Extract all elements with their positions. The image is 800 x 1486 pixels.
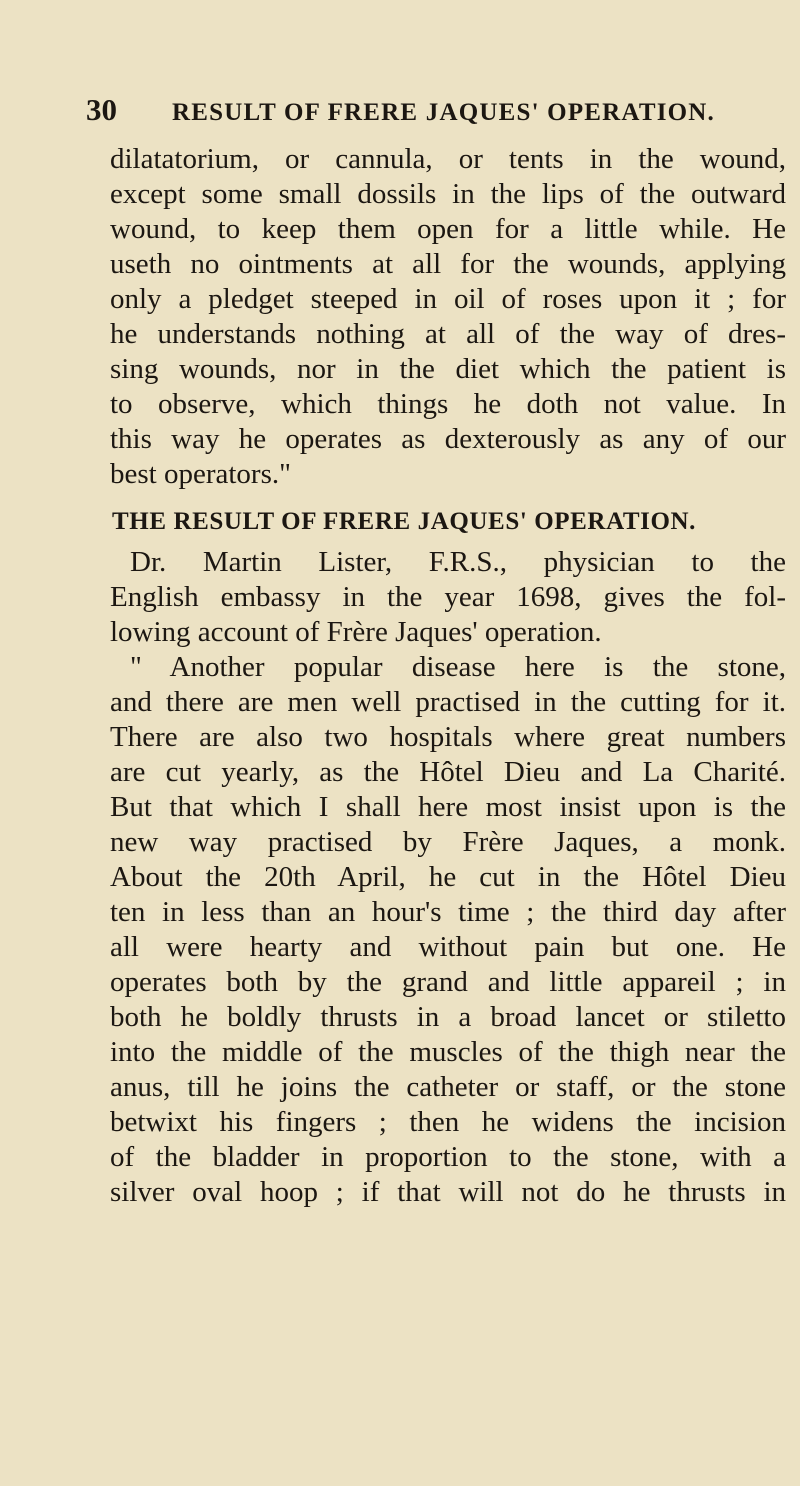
text-line: lowing account of Frère Jaques' operation. bbox=[110, 616, 602, 648]
running-head bbox=[86, 92, 786, 132]
text-line: this way he operates as dexterously as any of our bbox=[110, 423, 786, 455]
text-line: operates both by the grand and little appareil ; in bbox=[110, 966, 786, 998]
text-line: useth no ointments at all for the wounds, applying bbox=[110, 248, 786, 280]
text-line: dilatatorium, or cannula, or tents in the wound, bbox=[110, 143, 786, 175]
text-line: are cut yearly, as the Hôtel Dieu and La Charité. bbox=[110, 756, 786, 788]
text-line: betwixt his fingers ; then he widens the incision bbox=[110, 1106, 786, 1138]
text-line: of the bladder in proportion to the stone, with a bbox=[110, 1141, 786, 1173]
page-number: 30 bbox=[86, 92, 117, 127]
text-line: ten in less than an hour's time ; the third day after bbox=[110, 896, 786, 928]
text-line: all were hearty and without pain but one. He bbox=[110, 931, 786, 963]
text-line: But that which I shall here most insist upon is the bbox=[110, 791, 786, 823]
text-line: only a pledget steeped in oil of roses upon it ; for bbox=[110, 283, 786, 315]
text-line: he understands nothing at all of the way of dres- bbox=[110, 318, 786, 350]
text-line: " Another popular disease here is the stone, bbox=[130, 651, 786, 683]
text-line: best operators." bbox=[110, 458, 291, 490]
text-line: to observe, which things he doth not value. In bbox=[110, 388, 786, 420]
text-line: new way practised by Frère Jaques, a monk. bbox=[110, 826, 786, 858]
text-line: into the middle of the muscles of the thigh near the bbox=[110, 1036, 786, 1068]
text-line: both he boldly thrusts in a broad lancet or stiletto bbox=[110, 1001, 786, 1033]
text-line: anus, till he joins the catheter or staff, or the stone bbox=[110, 1071, 786, 1103]
text-line: English embassy in the year 1698, gives the fol- bbox=[110, 581, 786, 613]
body-text bbox=[110, 142, 786, 1210]
text-line: wound, to keep them open for a little while. He bbox=[110, 213, 786, 245]
text-line: silver oval hoop ; if that will not do he thrusts in bbox=[110, 1176, 786, 1208]
text-line: and there are men well practised in the cutting for it. bbox=[110, 686, 786, 718]
running-title: RESULT OF FRERE JAQUES' OPERATION. bbox=[172, 99, 715, 126]
text-line: Dr. Martin Lister, F.R.S., physician to the bbox=[130, 546, 786, 578]
text-line: About the 20th April, he cut in the Hôtel Dieu bbox=[110, 861, 786, 893]
text-line: There are also two hospitals where great numbers bbox=[110, 721, 786, 753]
section-heading: THE RESULT OF FRERE JAQUES' OPERATION. bbox=[112, 508, 697, 535]
text-line: except some small dossils in the lips of the outward bbox=[110, 178, 786, 210]
text-line: sing wounds, nor in the diet which the patient is bbox=[110, 353, 786, 385]
